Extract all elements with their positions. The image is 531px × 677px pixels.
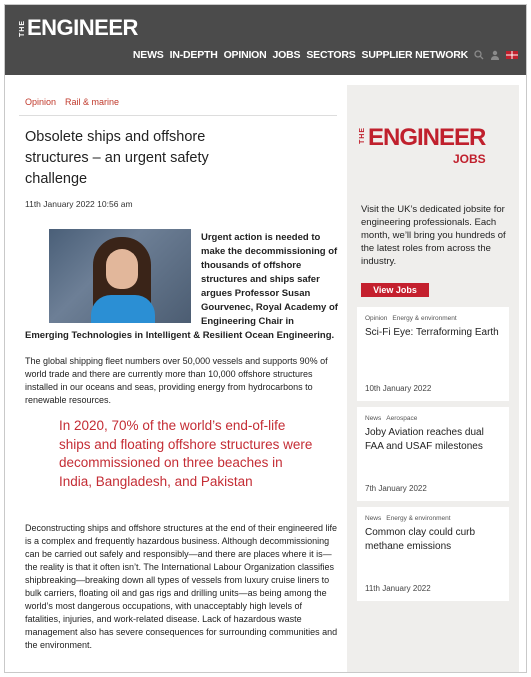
article-title: Obsolete ships and offshore structures – an urgent safety challenge: [25, 129, 209, 187]
nav-jobs[interactable]: JOBS: [272, 49, 301, 61]
related-card-3[interactable]: [357, 507, 509, 601]
flag-icon[interactable]: [506, 50, 518, 60]
tag-rail-marine[interactable]: Rail & marine: [65, 97, 120, 107]
card-meta: [365, 515, 501, 522]
card-title[interactable]: Common clay could curb methane emissions: [365, 527, 476, 552]
nav-supplier-network[interactable]: SUPPLIER NETWORK: [361, 49, 468, 61]
view-jobs-button[interactable]: View Jobs: [361, 283, 429, 297]
card-title[interactable]: Sci-Fi Eye: Terraforming Earth: [365, 327, 499, 338]
main-nav: [133, 49, 518, 61]
article-column: [5, 75, 345, 673]
user-icon[interactable]: [490, 50, 500, 60]
jobs-logo-wordmark: ENGINEER: [368, 124, 486, 151]
pull-quote: In 2020, 70% of the world’s end-of-life ships and floating offshore structures were decommissioned on three beaches in India, Bangladesh, and Pakistan: [59, 418, 313, 489]
tag-opinion[interactable]: Opinion: [25, 97, 57, 107]
site-header: [5, 5, 526, 75]
article-paragraph-2: Deconstructing ships and offshore structures at the end of their engineered life is a complex and frequently hazardous business. Although decommissioning can be carried out safely and responsibly—and there are places where it is—the reality is that it often isn’t. The International Labour Organization classifies shipbreaking—breaking down all types of vessels from luxury cruise liners to bulk carriers, floating oil and gas rigs and drilling units—as being among the world’s most dangerous occupations, with unacceptably high levels of fatalities, injuries, and work-related disease. Lack of hazardous waste management also has severe consequences for surrounding communities and the environment.: [25, 523, 338, 650]
article-paragraph-1: The global shipping fleet numbers over 50,000 vessels and supports 90% of world trade and there are currently more than 10,000 offshore structures installed in our oceans and seas, providing energy from hydrocarbons to renewable resources.: [25, 356, 328, 405]
search-icon[interactable]: [474, 50, 484, 60]
jobs-logo-sub: JOBS: [453, 152, 486, 166]
logo-the: THE: [19, 19, 26, 37]
photo-face: [106, 249, 138, 289]
card-meta: [365, 315, 501, 322]
nav-opinion[interactable]: OPINION: [223, 49, 267, 61]
related-card-2[interactable]: [357, 407, 509, 501]
card-date: 7th January 2022: [365, 484, 427, 493]
divider: [19, 115, 337, 116]
sidebar: [347, 85, 519, 673]
card-sector[interactable]: Energy & environment: [392, 315, 457, 322]
related-card-1[interactable]: [357, 307, 509, 401]
jobs-logo-the: THE: [359, 127, 366, 144]
jobs-promo-text: Visit the UK’s dedicated jobsite for engineering professionals. Each month, we’ll bring you hundreds of the latest roles from across the industry.: [361, 204, 506, 267]
card-category[interactable]: News: [365, 515, 382, 522]
card-sector[interactable]: Energy & environment: [386, 515, 451, 522]
site-logo[interactable]: [19, 15, 138, 41]
article-date: 11th January 2022 10:56 am: [25, 199, 133, 209]
nav-in-depth[interactable]: IN-DEPTH: [169, 49, 218, 61]
article-tags: [25, 97, 119, 107]
card-category[interactable]: Opinion: [365, 315, 388, 322]
intro-text: Urgent action is needed to make the decommissioning of thousands of offshore structures and ships safer argues Professor Susan Gourvenec, Royal Academy of Engineering Chair in Emerging Technologies in Intelligent & Resilient Ocean Engineering.: [25, 232, 338, 341]
card-date: 11th January 2022: [365, 584, 431, 593]
nav-sectors[interactable]: SECTORS: [306, 49, 356, 61]
logo-wordmark: ENGINEER: [27, 15, 138, 40]
author-photo: [49, 229, 191, 323]
page-frame: [4, 4, 527, 673]
card-sector[interactable]: Aerospace: [386, 415, 418, 422]
card-category[interactable]: News: [365, 415, 382, 422]
card-title[interactable]: Joby Aviation reaches dual FAA and USAF milestones: [365, 427, 484, 452]
card-meta: [365, 415, 501, 422]
photo-body: [91, 295, 155, 323]
card-date: 10th January 2022: [365, 384, 432, 393]
nav-news[interactable]: NEWS: [132, 49, 164, 61]
